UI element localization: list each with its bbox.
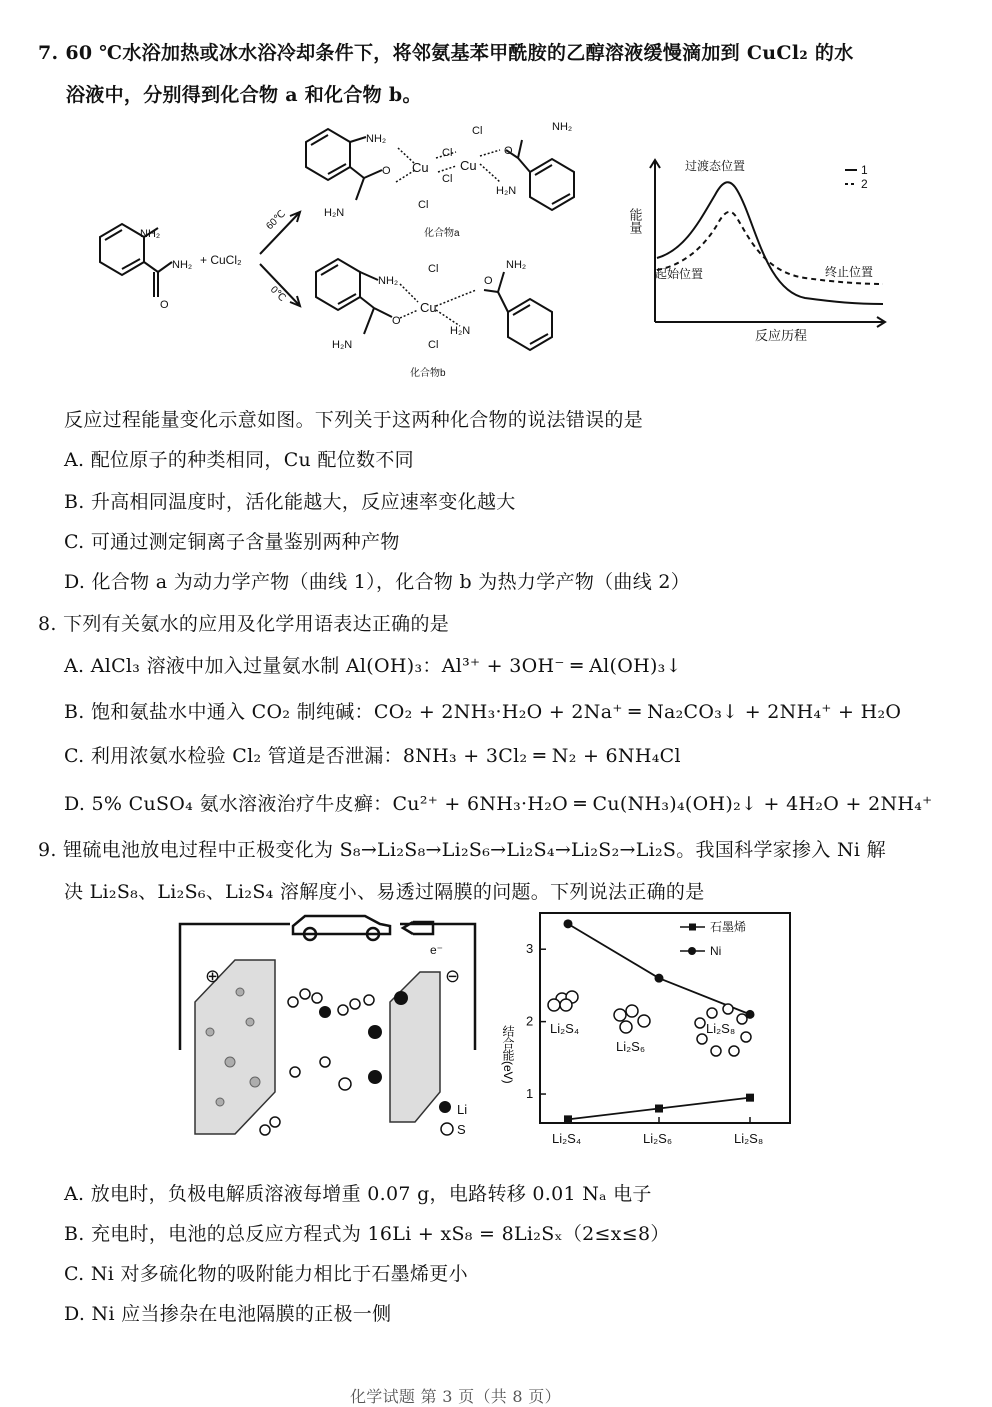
svg-text:NH₂: NH₂ — [140, 228, 161, 240]
y-tick-label: 3 — [526, 941, 534, 957]
svg-text:NH₂: NH₂ — [172, 259, 193, 271]
q9-text-line1: 9. 锂硫电池放电过程中正极变化为 S₈→Li₂S₈→Li₂S₆→Li₂S₄→Li₂S₂→Li₂S。我国科学家掺入 Ni 解 — [38, 839, 886, 861]
x-tick-label: Li₂S₆ — [643, 1131, 673, 1146]
q7-option-a[interactable]: A. 配位原子的种类相同，Cu 配位数不同 — [64, 449, 414, 471]
legend-marker — [688, 947, 696, 955]
binding-energy-chart — [500, 905, 800, 1160]
q8-option-d[interactable]: D. 5% CuSO₄ 氨水溶液治疗牛皮癣：Cu²⁺ + 6NH₃·H₂O ═ Cu(NH₃)₄(OH)₂↓ + 4H₂O + 2NH₄⁺ — [64, 793, 933, 815]
svg-text:O: O — [160, 299, 169, 311]
svg-text:H₂N: H₂N — [324, 207, 345, 219]
page-footer: 化学试题 第 3 页（共 8 页） — [350, 1387, 561, 1406]
data-point — [564, 1115, 572, 1123]
svg-text:S: S — [457, 1122, 466, 1137]
svg-text:Li₂S₄: Li₂S₄ — [550, 1021, 580, 1036]
y-tick-label: 2 — [526, 1013, 534, 1029]
svg-text:Li₂S₈: Li₂S₈ — [706, 1021, 736, 1036]
svg-text:⊖: ⊖ — [445, 966, 461, 986]
x-tick-label: Li₂S₄ — [552, 1131, 582, 1146]
svg-text:2: 2 — [861, 177, 868, 191]
reaction-scheme — [60, 112, 620, 387]
svg-text:起始位置: 起始位置 — [655, 267, 704, 281]
q7-stem: 反应过程能量变化示意如图。下列关于这两种化合物的说法错误的是 — [64, 409, 644, 431]
data-point — [655, 1105, 663, 1113]
svg-text:H₂N: H₂N — [450, 325, 471, 337]
q7-option-b[interactable]: B. 升高相同温度时，活化能越大，反应速率变化越大 — [64, 491, 516, 513]
svg-text:能量: 能量 — [627, 208, 643, 234]
q7-option-d[interactable]: D. 化合物 a 为动力学产物（曲线 1），化合物 b 为热力学产物（曲线 2） — [64, 571, 691, 593]
svg-text:终止位置: 终止位置 — [825, 265, 874, 279]
svg-text:化合物b: 化合物b — [410, 368, 446, 379]
svg-text:NH₂: NH₂ — [506, 259, 527, 271]
y-tick-label: 1 — [526, 1086, 534, 1102]
q8-option-c[interactable]: C. 利用浓氨水检验 Cl₂ 管道是否泄漏：8NH₃ + 3Cl₂ ═ N₂ + 6NH₄Cl — [64, 745, 681, 767]
svg-text:e⁻: e⁻ — [430, 943, 444, 957]
data-point — [746, 1094, 754, 1102]
q9-option-b[interactable]: B. 充电时，电池的总反应方程式为 16Li + xS₈ = 8Li₂Sₓ（2≤x≤8） — [64, 1223, 670, 1245]
svg-text:Cu: Cu — [460, 158, 477, 173]
q9-text-line2: 决 Li₂S₈、Li₂S₆、Li₂S₄ 溶解度小、易透过隔膜的问题。下列说法正确的是 — [64, 881, 705, 903]
svg-text:60℃: 60℃ — [264, 208, 288, 233]
svg-text:Cl: Cl — [428, 339, 439, 351]
q9-option-a[interactable]: A. 放电时，负极电解质溶液每增重 0.07 g，电路转移 0.01 Nₐ 电子 — [64, 1183, 652, 1205]
y-axis-label: 结合能(eV) — [501, 1025, 515, 1084]
svg-text:+ CuCl₂: + CuCl₂ — [200, 253, 242, 267]
x-tick-label: Li₂S₈ — [734, 1131, 764, 1146]
legend-label: 石墨烯 — [710, 920, 747, 934]
svg-text:化合物a: 化合物a — [424, 228, 460, 239]
data-point — [564, 919, 573, 928]
battery-schematic — [175, 912, 505, 1152]
svg-text:O: O — [382, 165, 391, 177]
q8-stem: 8. 下列有关氨水的应用及化学用语表达正确的是 — [38, 613, 450, 635]
q7-text-line1: 7. 60 ℃水浴加热或冰水浴冷却条件下，将邻氨基苯甲酰胺的乙醇溶液缓慢滴加到 CuCl₂ 的水 — [38, 42, 854, 64]
svg-text:Cu: Cu — [412, 160, 429, 175]
q9-option-d[interactable]: D. Ni 应当掺杂在电池隔膜的正极一侧 — [64, 1303, 392, 1325]
q8-option-b[interactable]: B. 饱和氨盐水中通入 CO₂ 制纯碱：CO₂ + 2NH₃·H₂O + 2Na⁺ ═ Na₂CO₃↓ + 2NH₄⁺ + H₂O — [64, 701, 902, 723]
legend-marker — [689, 924, 696, 931]
svg-text:Li: Li — [457, 1102, 468, 1117]
data-point — [655, 974, 664, 983]
svg-text:过渡态位置: 过渡态位置 — [685, 159, 746, 173]
svg-text:⊕: ⊕ — [205, 966, 221, 986]
q7-text-line2: 浴液中，分别得到化合物 a 和化合物 b。 — [66, 84, 422, 106]
svg-text:H₂N: H₂N — [496, 185, 517, 197]
svg-text:Cl: Cl — [442, 173, 453, 185]
svg-text:Cl: Cl — [442, 147, 453, 159]
energy-diagram — [625, 150, 895, 355]
svg-text:Cl: Cl — [428, 263, 439, 275]
svg-text:0℃: 0℃ — [267, 284, 288, 304]
svg-text:O: O — [392, 315, 401, 327]
svg-text:H₂N: H₂N — [332, 339, 353, 351]
svg-text:1: 1 — [861, 163, 868, 177]
svg-text:NH₂: NH₂ — [366, 133, 387, 145]
svg-text:反应历程: 反应历程 — [755, 328, 808, 343]
svg-text:Cu: Cu — [420, 300, 437, 315]
svg-text:O: O — [504, 145, 513, 157]
svg-text:Cl: Cl — [472, 125, 483, 137]
svg-text:NH₂: NH₂ — [552, 121, 573, 133]
q7-option-c[interactable]: C. 可通过测定铜离子含量鉴别两种产物 — [64, 531, 400, 553]
svg-text:Li₂S₆: Li₂S₆ — [616, 1039, 646, 1054]
legend-label: Ni — [710, 944, 722, 958]
series-line-2 — [568, 924, 750, 1015]
svg-text:NH₂: NH₂ — [378, 275, 399, 287]
svg-text:O: O — [484, 275, 493, 287]
svg-text:Cl: Cl — [418, 199, 429, 211]
q8-option-a[interactable]: A. AlCl₃ 溶液中加入过量氨水制 Al(OH)₃：Al³⁺ + 3OH⁻ ═ Al(OH)₃↓ — [64, 655, 682, 677]
q9-option-c[interactable]: C. Ni 对多硫化物的吸附能力相比于石墨烯更小 — [64, 1263, 468, 1285]
